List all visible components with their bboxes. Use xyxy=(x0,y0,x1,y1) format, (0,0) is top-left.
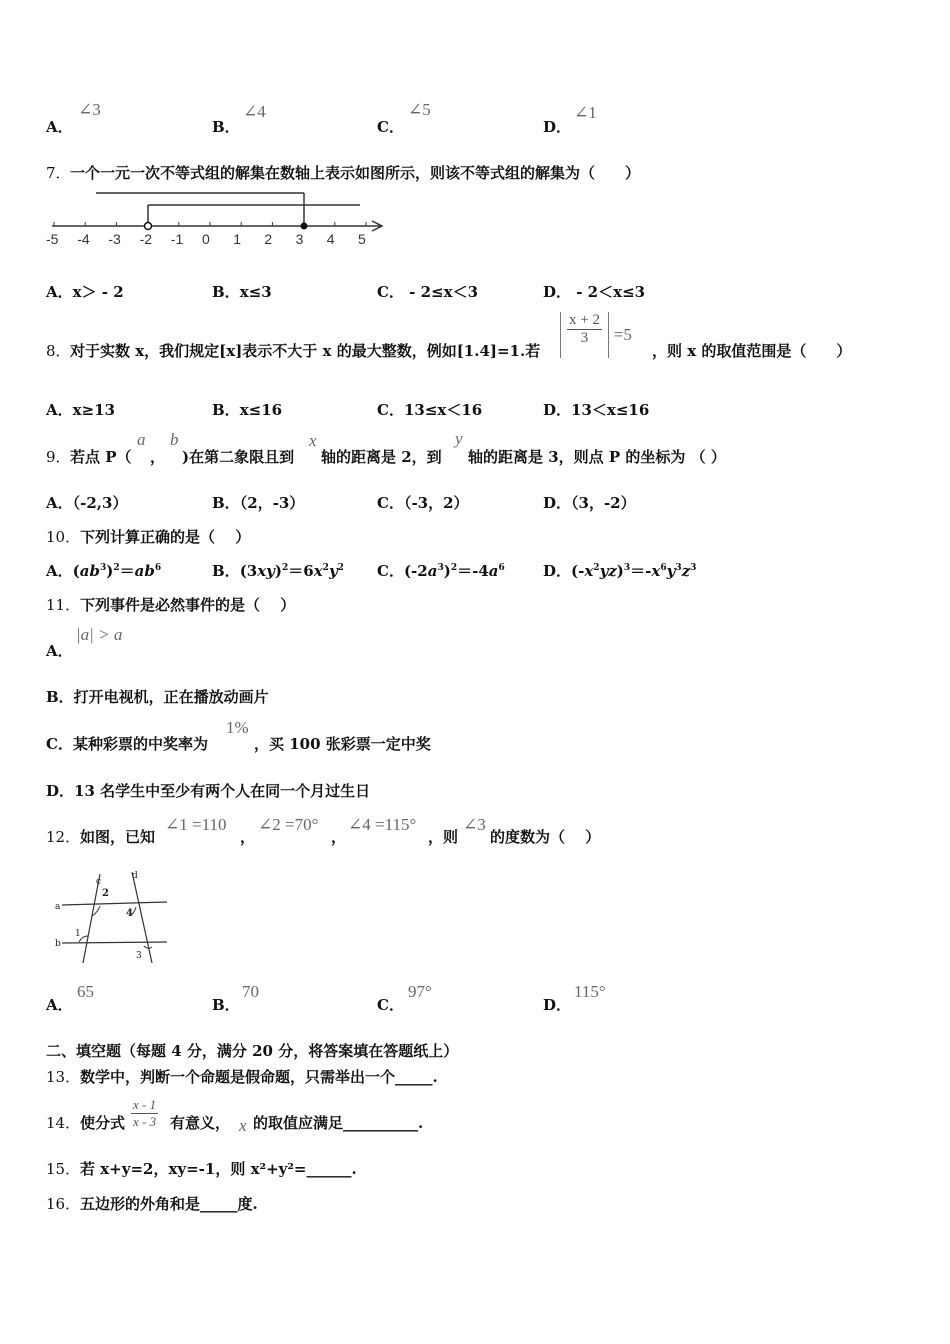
q11-stem: 下列事件是必然事件的是（ ） xyxy=(80,596,296,614)
q7-option-d: D． - 2＜x≤3 xyxy=(543,283,646,301)
q9-comma: ， xyxy=(150,448,166,466)
fig-label-d: d xyxy=(132,871,138,881)
q8-option-b: B．x≤16 xyxy=(212,401,283,419)
line-d xyxy=(132,872,152,963)
axis-tick-label: -2 xyxy=(139,231,153,247)
q11-option-c-percent: 1% xyxy=(226,718,249,737)
q12-comma-1: ， xyxy=(240,828,256,846)
q9-var-b: b xyxy=(170,430,179,449)
q11-option-c-b: ，买 100 张彩票一定中奖 xyxy=(254,735,431,753)
q7-number: 7． xyxy=(46,164,71,182)
q6-option-a-text: ∠3 xyxy=(78,100,101,119)
line-b xyxy=(62,942,167,943)
q8-floor-expression xyxy=(560,312,632,358)
axis-tick-label: -5 xyxy=(46,231,59,247)
q8-equals: =5 xyxy=(613,325,632,344)
q10-option-c: C．$(-2a^3)^2=-4a^6$ xyxy=(377,562,505,580)
q12-option-c-letter: C． xyxy=(377,996,404,1014)
q8-stem-b: ，则 x 的取值范围是（ ） xyxy=(652,342,852,360)
q7-option-b: B．x≤3 xyxy=(212,283,272,301)
axis-tick-label: 0 xyxy=(202,231,210,247)
number-line-figure xyxy=(44,188,389,250)
q14-frac-denominator: x - 3 xyxy=(133,1114,157,1129)
q12-comma-2: ， xyxy=(331,828,347,846)
q15-number: 15． xyxy=(46,1160,81,1178)
q15-stem: 若 x+y=2，xy=-1，则 x²+y²=______. xyxy=(80,1160,357,1178)
q11-option-d: D．13 名学生中至少有两个人在同一个月过生日 xyxy=(46,782,371,800)
q11-option-b: B．打开电视机，正在播放动画片 xyxy=(46,688,269,706)
closed-endpoint xyxy=(301,223,308,230)
axis-tick-label: 1 xyxy=(233,231,241,247)
q14-fraction xyxy=(131,1097,158,1130)
q10-number: 10． xyxy=(46,528,81,546)
axis-tick-label: 2 xyxy=(264,231,273,247)
q11-option-a-letter: A． xyxy=(46,642,73,660)
q6-option-b-letter: B． xyxy=(212,118,240,136)
open-endpoint xyxy=(145,223,152,230)
q9-number: 9． xyxy=(46,448,71,466)
axis-tick-label: 4 xyxy=(326,231,335,247)
parallel-lines-figure xyxy=(52,866,172,966)
q8-frac-numerator: x + 2 xyxy=(569,312,600,328)
axis-tick-label: 3 xyxy=(295,231,304,247)
q14-number: 14． xyxy=(46,1114,81,1132)
q14-var-x: x xyxy=(239,1116,247,1135)
q7-option-a: A．x＞ - 2 xyxy=(46,283,124,301)
q14-text-3: 的取值应满足__________. xyxy=(253,1114,424,1132)
q9-option-a: A．（-2,3） xyxy=(46,494,128,512)
q8-option-d: D．13＜x≤16 xyxy=(543,401,650,419)
q12-angle-3: ∠3 xyxy=(463,815,486,834)
q12-angle-1: ∠1 =110 xyxy=(165,815,227,834)
q9-text-4: 轴的距离是 3，则点 P 的坐标为 （ ） xyxy=(468,448,726,466)
q12-text-1: 如图，已知 xyxy=(80,828,156,846)
q6-option-a-letter: A． xyxy=(46,118,73,136)
q9-text-2: )在第二象限且到 xyxy=(182,448,295,466)
q8-option-c: C．13≤x＜16 xyxy=(377,401,483,419)
q13-stem: 数学中，判断一个命题是假命题，只需举出一个_____. xyxy=(80,1068,438,1086)
q10-stem: 下列计算正确的是（ ） xyxy=(80,528,251,546)
axis-tick-label: 5 xyxy=(358,231,366,247)
q12-number: 12． xyxy=(46,828,81,846)
q9-option-d: D．（3，-2） xyxy=(543,494,636,512)
q10-option-d: D．$(-x^2yz)^3=-x^6y^3z^3$ xyxy=(543,562,697,580)
q16-stem: 五边形的外角和是_____度. xyxy=(80,1195,258,1213)
q13-number: 13． xyxy=(46,1068,81,1086)
fig-label-c: c xyxy=(96,877,102,887)
q9-var-a: a xyxy=(137,430,146,449)
q9-text-3: 轴的距离是 2，到 xyxy=(321,448,442,466)
q12-text-2: ，则 xyxy=(428,828,459,846)
q8-frac-denominator: 3 xyxy=(580,330,589,346)
q12-text-3: 的度数为（ ） xyxy=(490,828,601,846)
fig-label-b: b xyxy=(55,939,61,949)
q11-option-c-a: C．某种彩票的中奖率为 xyxy=(46,735,208,753)
fig-label-2: 2 xyxy=(102,888,109,899)
fig-label-4: 4 xyxy=(126,908,133,919)
axis-tick-label: -1 xyxy=(170,231,184,247)
q14-text-1: 使分式 xyxy=(80,1114,126,1132)
axis-tick-label: -4 xyxy=(77,231,90,247)
q12-option-b-letter: B． xyxy=(212,996,240,1014)
q6-option-c-letter: C． xyxy=(377,118,404,136)
q14-text-2: 有意义， xyxy=(170,1114,231,1132)
q12-option-d-text: 115° xyxy=(574,982,606,1001)
q14-frac-numerator: x - 1 xyxy=(133,1097,157,1112)
q8-option-a: A．x≥13 xyxy=(46,401,116,419)
q9-option-c: C．（-3，2） xyxy=(377,494,469,512)
q8-number: 8． xyxy=(46,342,71,360)
q9-var-x: x xyxy=(309,431,317,450)
q12-option-c-text: 97° xyxy=(408,982,432,1001)
q12-option-b-text: 70 xyxy=(242,982,259,1001)
q6-option-c-text: ∠5 xyxy=(408,100,431,119)
q12-option-a-letter: A． xyxy=(46,996,73,1014)
q9-text-1: 若点 P（ xyxy=(70,448,132,466)
q8-stem-a: 对于实数 x，我们规定[x]表示不大于 x 的最大整数，例如[1.4]=1.若 xyxy=(70,342,541,360)
q6-option-d-text: ∠1 xyxy=(574,103,597,122)
line-c xyxy=(83,874,100,963)
q11-number: 11． xyxy=(46,596,81,614)
q12-option-d-letter: D． xyxy=(543,996,572,1014)
q10-option-a: A．$(ab^3)^2=ab^6$ xyxy=(46,562,162,580)
section-2-title: 二、填空题（每题 4 分，满分 20 分，将答案填在答题纸上） xyxy=(46,1042,459,1060)
q12-angle-2: ∠2 =70° xyxy=(258,815,319,834)
q6-option-d-letter: D． xyxy=(543,118,572,136)
q10-option-b: B．$(3xy)^2=6x^2y^2$ xyxy=(212,562,344,580)
fig-label-3: 3 xyxy=(136,951,142,961)
q7-option-c: C． - 2≤x＜3 xyxy=(377,283,479,301)
q12-option-a-text: 65 xyxy=(77,982,94,1001)
q6-option-b-text: ∠4 xyxy=(243,102,266,121)
fig-label-a: a xyxy=(55,902,61,912)
q9-var-y: y xyxy=(455,429,463,448)
line-a xyxy=(62,902,167,905)
fig-label-1: 1 xyxy=(75,929,81,939)
q7-stem: 一个一元一次不等式组的解集在数轴上表示如图所示，则该不等式组的解集为（ ） xyxy=(70,164,641,182)
q12-angle-4: ∠4 =115° xyxy=(348,815,417,834)
q16-number: 16． xyxy=(46,1195,81,1213)
q11-option-a-math: |a| > a xyxy=(76,625,123,644)
axis-tick-label: -3 xyxy=(108,231,121,247)
q9-option-b: B．（2，-3） xyxy=(212,494,305,512)
